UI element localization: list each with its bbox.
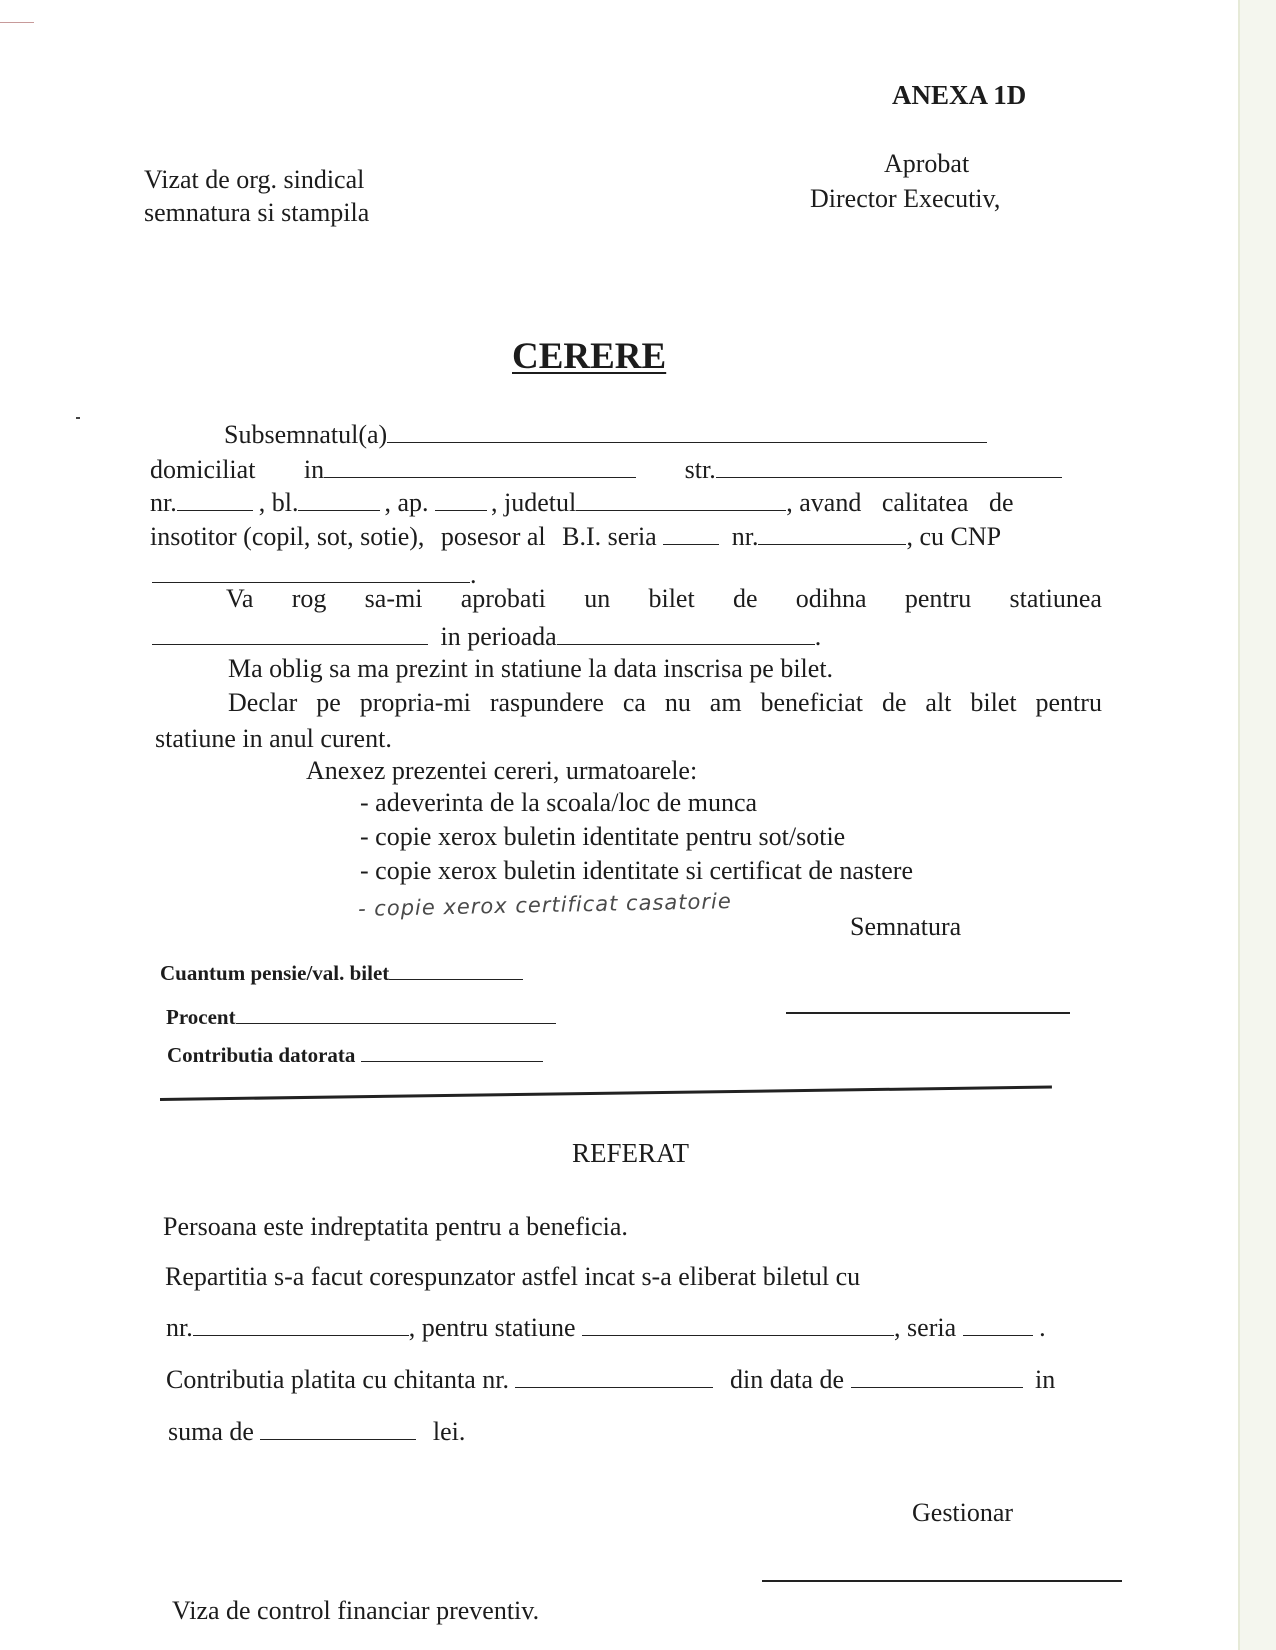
declar-word-9: de xyxy=(881,688,907,717)
contributia-field[interactable] xyxy=(361,1041,543,1062)
declar-word-10: alt xyxy=(925,688,952,717)
bl-field[interactable] xyxy=(298,490,380,511)
din-data-label: din data de xyxy=(729,1365,845,1394)
name-field[interactable] xyxy=(387,422,987,443)
pentru-statiune-label: , pentru statiune xyxy=(408,1313,576,1342)
subsemnatul-row xyxy=(224,420,987,450)
suma-row xyxy=(168,1417,465,1447)
domiciliat-row xyxy=(150,455,1062,485)
cnp-label: , cu CNP xyxy=(906,522,1002,551)
word-aprobati: aprobati xyxy=(460,584,546,613)
calitatea-label: calitatea xyxy=(881,488,969,517)
referat-statiune-field[interactable] xyxy=(582,1315,894,1336)
street-field[interactable] xyxy=(716,457,1062,478)
in-label: in xyxy=(303,455,325,484)
word-de: de xyxy=(732,584,758,613)
word-statiunea: statiunea xyxy=(1009,584,1102,613)
declar-word-3: propria-mi xyxy=(359,688,471,717)
in-label-2: in xyxy=(1035,1365,1056,1394)
seria-field[interactable] xyxy=(963,1315,1033,1336)
page-title: CERERE xyxy=(512,336,667,377)
declar-word-6: nu xyxy=(664,688,691,717)
insotitor-row xyxy=(150,522,1001,552)
declar-word-1: Declar xyxy=(228,688,298,717)
vizat-line-1: Vizat de org. sindical xyxy=(144,165,365,194)
address-row xyxy=(150,488,1013,518)
judet-field[interactable] xyxy=(576,490,786,511)
locality-field[interactable] xyxy=(324,457,636,478)
declar-word-4: raspundere xyxy=(489,688,604,717)
cuantum-label: Cuantum pensie/val. bilet xyxy=(160,961,390,985)
page-edge xyxy=(1238,0,1276,1650)
vizat-line-2: semnatura si stampila xyxy=(144,198,370,227)
word-pentru: pentru xyxy=(904,584,972,613)
scan-speck xyxy=(76,417,80,419)
referat-title: REFERAT xyxy=(572,1138,690,1168)
nr-label: nr. xyxy=(150,488,177,517)
anexez-text: Anexez prezentei cereri, urmatoarele: xyxy=(306,756,698,785)
declar-word-8: beneficiat xyxy=(760,688,863,717)
contributia-row xyxy=(167,1040,543,1070)
lei-label: lei. xyxy=(432,1417,466,1446)
word-bilet: bilet xyxy=(648,584,695,613)
din-data-field[interactable] xyxy=(851,1367,1023,1388)
bi-seria-field[interactable] xyxy=(663,524,719,545)
suma-field[interactable] xyxy=(260,1419,416,1440)
period-mark-2: . xyxy=(814,622,822,651)
period-mark: . xyxy=(470,560,477,589)
contributia-platita-label: Contributia platita cu chitanta nr. xyxy=(166,1365,509,1394)
oblig-text: Ma oblig sa ma prezint in statiune la data inscrisa pe bilet. xyxy=(228,654,834,683)
bl-label: , bl. xyxy=(258,488,299,517)
bi-nr-field[interactable] xyxy=(758,524,906,545)
aprobat-label: Aprobat xyxy=(884,149,970,178)
procent-label: Procent xyxy=(166,1005,236,1029)
statiune-field[interactable] xyxy=(152,624,428,645)
perioada-field[interactable] xyxy=(557,624,815,645)
chitanta-row xyxy=(166,1365,1055,1395)
nr-field[interactable] xyxy=(177,490,253,511)
declar-word-5: ca xyxy=(622,688,646,717)
signature-line[interactable] xyxy=(786,1012,1070,1014)
word-rog: rog xyxy=(291,584,327,613)
ap-label: , ap. xyxy=(384,488,429,517)
subsemnatul-label: Subsemnatul(a) xyxy=(224,420,388,449)
referat-line-1: Persoana este indreptatita pentru a beneficia. xyxy=(163,1212,628,1241)
posesor-label: posesor al xyxy=(440,522,546,551)
gestionar-label: Gestionar xyxy=(912,1498,1014,1527)
insotitor-label: insotitor (copil, sot, sotie), xyxy=(150,522,425,551)
cuantum-field[interactable] xyxy=(389,959,523,980)
ticket-nr-field[interactable] xyxy=(193,1315,409,1336)
word-sa-mi: sa-mi xyxy=(364,584,423,613)
avand-label: , avand xyxy=(786,488,862,517)
cnp-field[interactable] xyxy=(152,562,470,583)
viza-text: Viza de control financiar preventiv. xyxy=(172,1596,540,1625)
in-perioada-label: in perioada xyxy=(440,622,557,651)
declar-word-7: am xyxy=(709,688,742,717)
bi-seria-label: B.I. seria xyxy=(562,522,657,551)
contributia-label: Contributia datorata xyxy=(167,1043,356,1067)
declar-row xyxy=(228,688,1102,718)
word-odihna: odihna xyxy=(795,584,867,613)
domiciliat-label: domiciliat xyxy=(150,455,256,484)
scan-mark xyxy=(0,22,34,23)
referat-line-2: Repartitia s-a facut corespunzator astfel incat s-a eliberat biletul cu xyxy=(165,1262,861,1291)
perioada-row xyxy=(152,622,821,652)
va-rog-row xyxy=(226,584,1102,614)
annex-label: ANEXA 1D xyxy=(892,80,1027,110)
referat-ticket-row xyxy=(166,1313,1046,1343)
ap-field[interactable] xyxy=(435,490,487,511)
attachment-item: - copie xerox buletin identitate pentru sot/sotie xyxy=(360,822,846,851)
gestionar-signature-line[interactable] xyxy=(762,1580,1122,1582)
section-divider xyxy=(160,1086,1052,1101)
declar-word-12: pentru xyxy=(1035,688,1102,717)
director-label: Director Executiv, xyxy=(810,184,1001,213)
bi-nr-label: nr. xyxy=(731,522,759,551)
word-va: Va xyxy=(226,584,254,613)
handwritten-note: - copie xerox certificat casatorie xyxy=(357,889,732,921)
statiune-an-text: statiune in anul curent. xyxy=(155,724,392,753)
judetul-label: , judetul xyxy=(491,488,577,517)
attachment-item: - copie xerox buletin identitate si certificat de nastere xyxy=(360,856,913,885)
word-un: un xyxy=(584,584,611,613)
declar-word-2: pe xyxy=(316,688,341,717)
str-label: str. xyxy=(684,455,716,484)
semnatura-label: Semnatura xyxy=(850,912,962,941)
attachment-item: - adeverinta de la scoala/loc de munca xyxy=(360,788,758,817)
declar-word-11: bilet xyxy=(970,688,1017,717)
procent-row xyxy=(166,1002,556,1032)
cuantum-row xyxy=(160,958,523,988)
referat-nr-label: nr. xyxy=(166,1313,193,1342)
chitanta-nr-field[interactable] xyxy=(515,1367,713,1388)
seria-label: , seria xyxy=(894,1313,957,1342)
procent-field[interactable] xyxy=(236,1003,556,1024)
suma-label: suma de xyxy=(168,1417,254,1446)
de-label: de xyxy=(988,488,1014,517)
period-mark-3: . xyxy=(1039,1313,1046,1342)
